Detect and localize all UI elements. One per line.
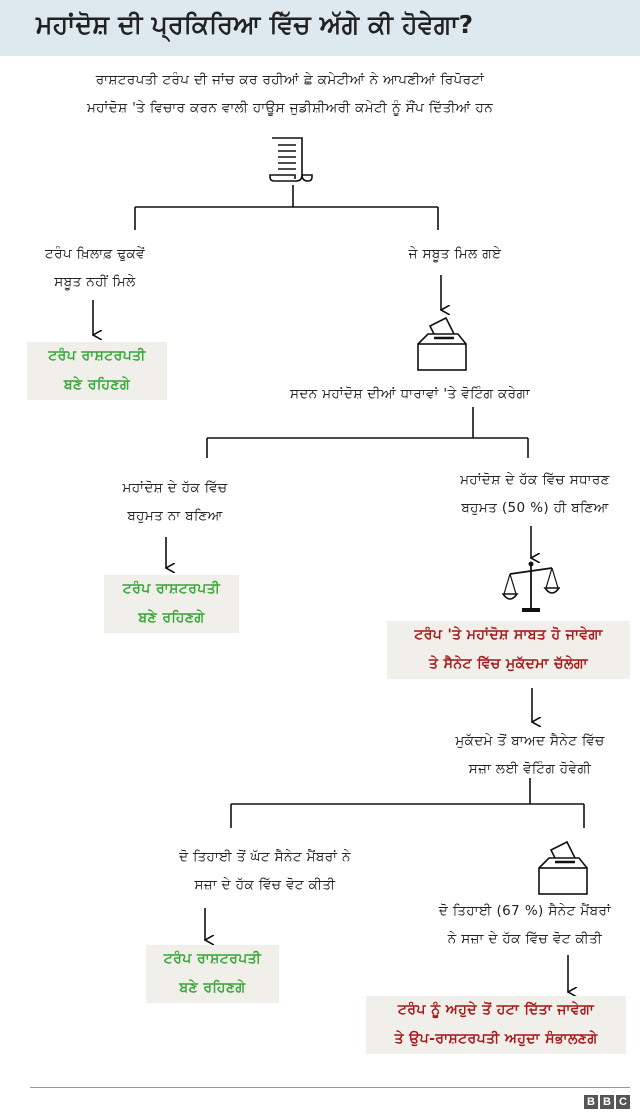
split-connector-3 bbox=[231, 778, 584, 828]
removed-box-line-1: ਟਰੰਪ ਨੂੰ ਅਹੁਦੇ ਤੋਂ ਹਟਾ ਦਿੱਤਾ ਜਾਵੇਗਾ bbox=[397, 1002, 595, 1018]
majority-line-2: ਬਹੁਮਤ (50 %) ਹੀ ਬਣਿਆ bbox=[461, 500, 609, 516]
intro-text bbox=[0, 66, 580, 122]
no-evidence-line-2: ਸਬੂਤ ਨਹੀਂ ਮਿਲੇ bbox=[54, 274, 136, 290]
bbc-logo-letter: B bbox=[600, 1095, 614, 1109]
evidence-found-text: ਜੇ ਸਬੂਤ ਮਿਲ ਗਏ bbox=[408, 246, 502, 262]
no-majority-line-1: ਮਹਾਂਦੋਸ਼ ਦੇ ਹੱਕ ਵਿੱਚ bbox=[122, 480, 228, 496]
stay-president-box-1-line-2: ਬਣੇ ਰਹਿਣਗੇ bbox=[63, 377, 131, 393]
intro-line-2: ਮਹਾਂਦੋਸ਼ 'ਤੇ ਵਿਚਾਰ ਕਰਨ ਵਾਲੀ ਹਾਊਸ ਜੁਡੀਸ਼ੀਅਰੀ ਕਮੇਟੀ ਨੂੰ ਸੌਂਪ ਦਿੱਤੀਆਂ ਹਨ bbox=[86, 100, 494, 116]
document-icon bbox=[268, 135, 314, 185]
stay-president-box-3 bbox=[146, 945, 279, 1003]
less-than-line-2: ਸਜ਼ਾ ਦੇ ਹੱਕ ਵਿੱਚ ਵੋਟ ਕੀਤੀ bbox=[194, 877, 336, 893]
impeached-box-line-2: ਤੇ ਸੈਨੇਟ ਵਿੱਚ ਮੁਕੱਦਮਾ ਚੱਲੇਗਾ bbox=[429, 656, 588, 672]
stay-president-box-2-line-2: ਬਣੇ ਰਹਿਣਗੇ bbox=[138, 610, 205, 626]
no-evidence-text bbox=[20, 240, 170, 296]
two-thirds-line-2: ਨੇ ਸਜ਼ਾ ਦੇ ਹੱਕ ਵਿੱਚ ਵੋਟ ਕੀਤੀ bbox=[447, 931, 603, 947]
stay-president-box-1 bbox=[27, 342, 167, 400]
no-evidence-line-1: ਟਰੰਪ ਖ਼ਿਲਾਫ਼ ਢੁਕਵੇਂ bbox=[45, 246, 145, 262]
majority-line-1: ਮਹਾਂਦੋਸ਼ ਦੇ ਹੱਕ ਵਿੱਚ ਸਧਾਰਣ bbox=[460, 472, 610, 488]
footer-divider bbox=[30, 1087, 630, 1088]
bbc-logo-letter: B bbox=[584, 1095, 598, 1109]
stay-president-box-2-line-1: ਟਰੰਪ ਰਾਸ਼ਟਰਪਤੀ bbox=[122, 581, 221, 597]
page-title: ਮਹਾਂਦੋਸ਼ ਦੀ ਪ੍ਰਕਿਰਿਆ ਵਿੱਚ ਅੱਗੇ ਕੀ ਹੋਵੇਗਾ? bbox=[36, 10, 474, 39]
majority-text bbox=[410, 466, 640, 522]
removed-box-line-2: ਤੇ ਉਪ-ਰਾਸ਼ਟਰਪਤੀ ਅਹੁਦਾ ਸੰਭਾਲਣਗੇ bbox=[394, 1031, 598, 1047]
split-connector-2 bbox=[207, 407, 528, 458]
scales-icon bbox=[502, 560, 560, 614]
impeached-box bbox=[387, 621, 630, 679]
less-than-line-1: ਦੋ ਤਿਹਾਈ ਤੋਂ ਘੱਟ ਸੈਨੇਟ ਮੈਂਬਰਾਂ ਨੇ bbox=[179, 849, 351, 865]
no-majority-text bbox=[90, 474, 260, 530]
bbc-logo-letter: C bbox=[616, 1095, 630, 1109]
stay-president-box-1-line-1: ਟਰੰਪ ਰਾਸ਼ਟਰਪਤੀ bbox=[48, 348, 146, 364]
less-than-two-thirds-text bbox=[140, 843, 390, 899]
stay-president-box-3-line-2: ਬਣੇ ਰਹਿਣਗੇ bbox=[179, 980, 246, 996]
stay-president-box-3-line-1: ਟਰੰਪ ਰਾਸ਼ਟਰਪਤੀ bbox=[163, 951, 262, 967]
house-vote-text: ਸਦਨ ਮਹਾਂਦੋਸ਼ ਦੀਆਂ ਧਾਰਾਵਾਂ 'ਤੇ ਵੋਟਿੰਗ ਕਰੇਗਾ bbox=[289, 386, 531, 402]
senate-vote-line-1: ਮੁਕੱਦਮੇ ਤੋਂ ਬਾਅਦ ਸੈਨੇਟ ਵਿੱਚ bbox=[455, 733, 605, 749]
ballot-box-icon bbox=[535, 840, 591, 896]
bbc-logo bbox=[584, 1095, 630, 1109]
no-majority-line-2: ਬਹੁਮਤ ਨਾ ਬਣਿਆ bbox=[127, 508, 223, 524]
impeached-box-line-1: ਟਰੰਪ 'ਤੇ ਮਹਾਂਦੋਸ਼ ਸਾਬਤ ਹੋ ਜਾਵੇਗਾ bbox=[414, 627, 603, 643]
split-connector-1 bbox=[135, 185, 438, 230]
ballot-box-icon bbox=[414, 316, 470, 372]
two-thirds-text bbox=[400, 897, 640, 953]
two-thirds-line-1: ਦੋ ਤਿਹਾਈ (67 %) ਸੈਨੇਟ ਮੈਂਬਰਾਂ bbox=[438, 903, 612, 919]
senate-vote-line-2: ਸਜ਼ਾ ਲਈ ਵੋਟਿੰਗ ਹੋਵੇਗੀ bbox=[468, 761, 592, 777]
intro-line-1: ਰਾਸ਼ਟਰਪਤੀ ਟਰੰਪ ਦੀ ਜਾਂਚ ਕਰ ਰਹੀਆਂ ਛੇ ਕਮੇਟੀਆਂ ਨੇ ਆਪਣੀਆਂ ਰਿਪੋਰਟਾਂ bbox=[95, 72, 485, 88]
stay-president-box-2 bbox=[104, 575, 239, 633]
removed-box bbox=[366, 996, 626, 1054]
senate-vote-text bbox=[410, 727, 640, 783]
